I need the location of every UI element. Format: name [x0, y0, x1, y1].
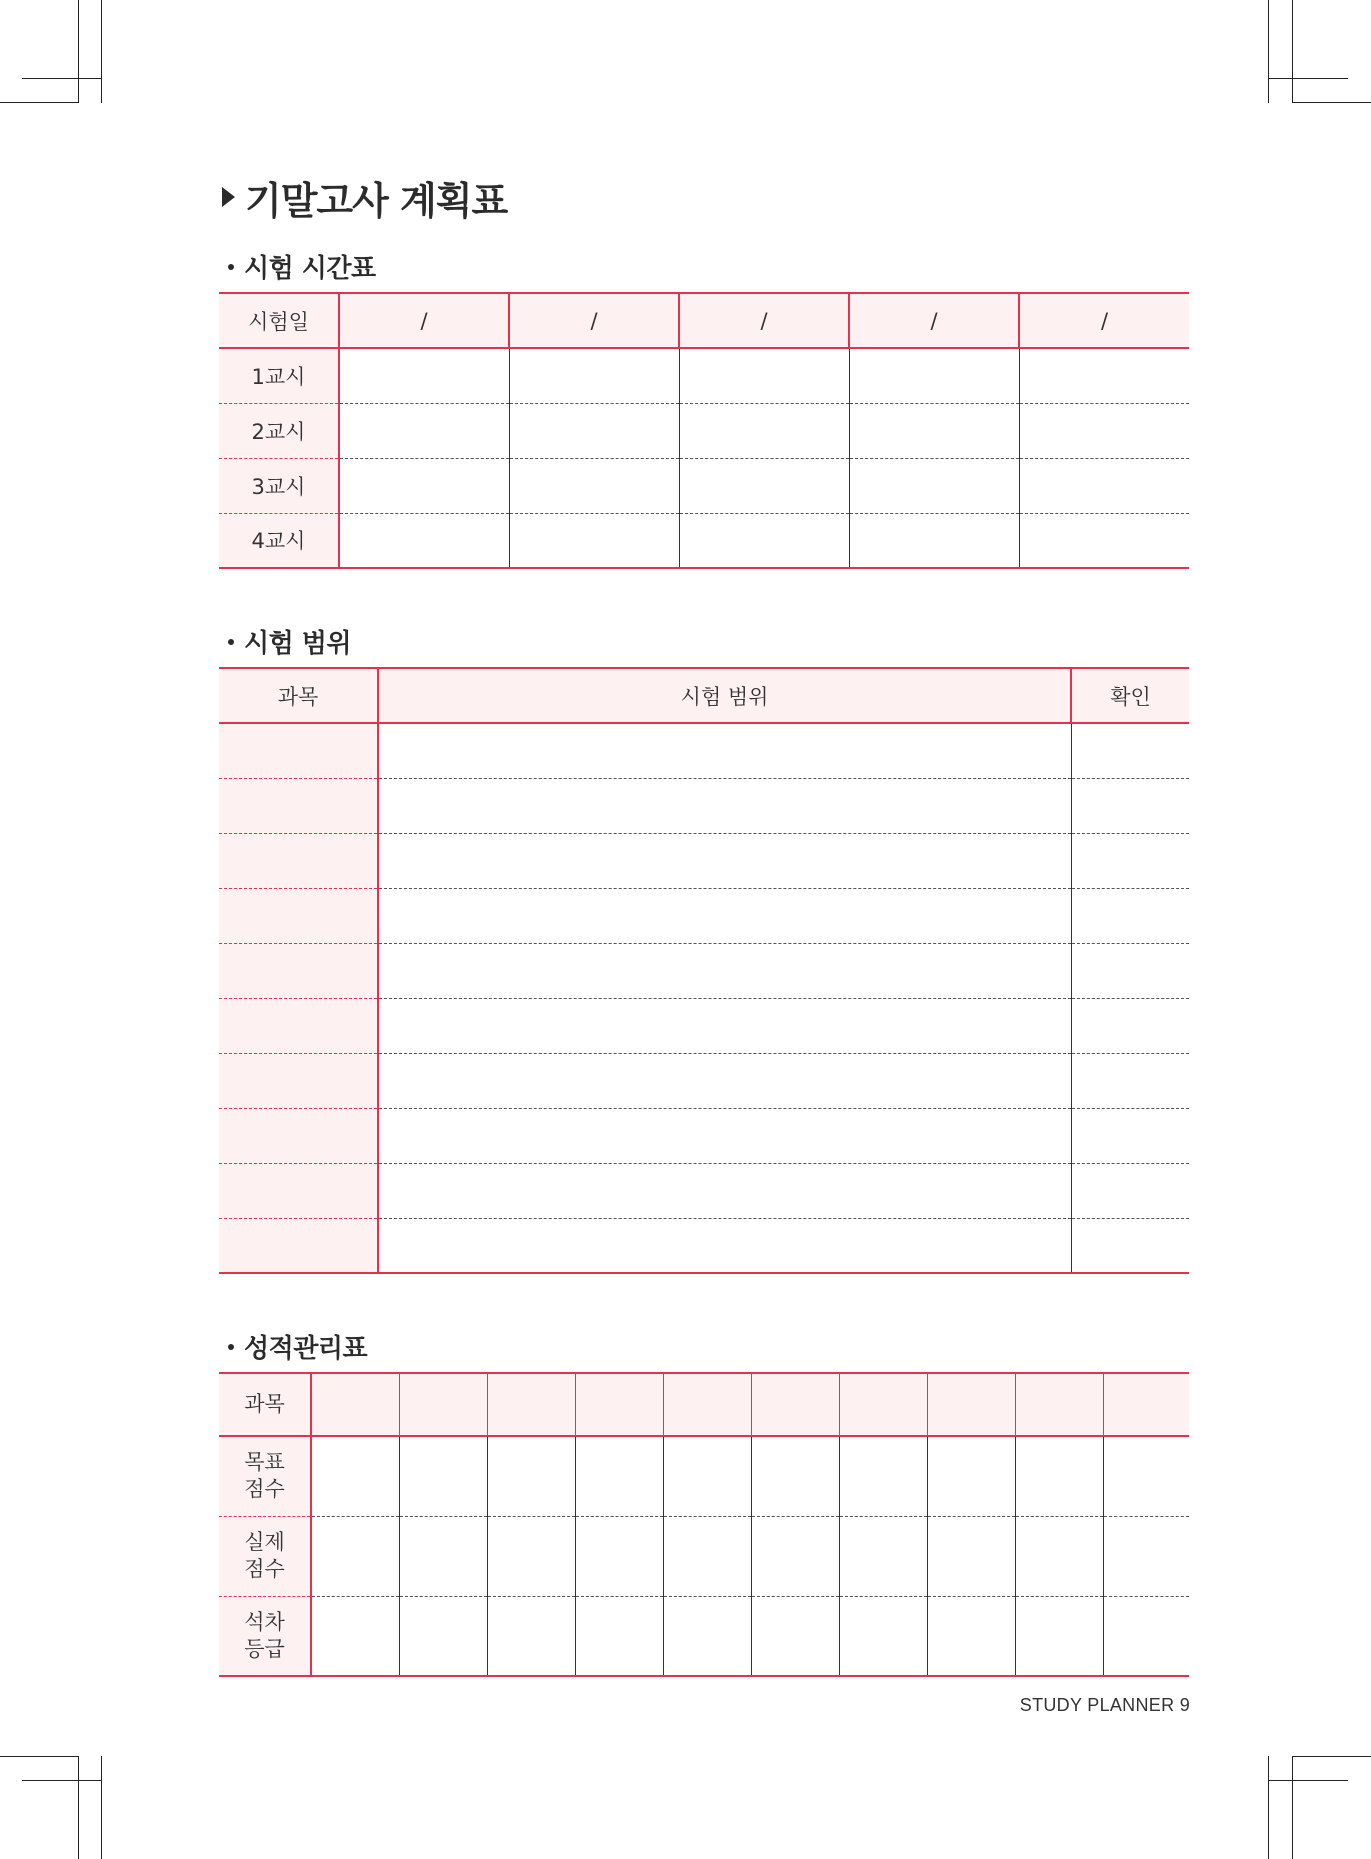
row-label-text: 등급 [244, 1636, 285, 1661]
section-title-exam-scope [228, 623, 351, 660]
scope-cell[interactable] [378, 1108, 1071, 1163]
row-label-text: 실제 [244, 1530, 285, 1554]
row-label-actual-score [219, 1516, 311, 1596]
exam-schedule-table [219, 292, 1189, 569]
table-row [219, 998, 1189, 1053]
subject-cell[interactable] [219, 778, 378, 833]
schedule-cell[interactable] [849, 403, 1019, 458]
score-cell[interactable] [927, 1436, 1015, 1516]
score-cell[interactable] [311, 1596, 399, 1676]
period-label: 2교시 [219, 403, 339, 458]
score-cell[interactable] [399, 1596, 487, 1676]
check-cell[interactable] [1071, 943, 1189, 998]
subject-column-header: 과목 [219, 668, 378, 723]
table-row [219, 1108, 1189, 1163]
schedule-cell[interactable] [339, 403, 509, 458]
row-label-text: 점수 [244, 1557, 285, 1581]
check-cell[interactable] [1071, 1053, 1189, 1108]
table-row [219, 403, 1189, 458]
row-label-subject [219, 1373, 311, 1436]
score-cell[interactable] [575, 1516, 663, 1596]
scope-cell[interactable] [378, 888, 1071, 943]
crop-mark [0, 1756, 79, 1757]
crop-mark [0, 102, 79, 103]
subject-cell[interactable] [487, 1373, 575, 1436]
score-cell[interactable] [663, 1596, 751, 1676]
row-label-target-score [219, 1436, 311, 1516]
bullet-dot-icon [228, 1344, 234, 1350]
table-row [219, 458, 1189, 513]
table-row [219, 1053, 1189, 1108]
schedule-cell[interactable] [679, 403, 849, 458]
score-cell[interactable] [399, 1436, 487, 1516]
subject-cell[interactable] [219, 1053, 378, 1108]
check-cell[interactable] [1071, 723, 1189, 778]
table-row [219, 778, 1189, 833]
score-cell[interactable] [1103, 1516, 1189, 1596]
table-row [219, 1596, 1189, 1676]
schedule-cell[interactable] [679, 348, 849, 403]
scope-cell[interactable] [378, 723, 1071, 778]
crop-mark [1268, 1756, 1269, 1859]
score-cell[interactable] [575, 1596, 663, 1676]
subject-cell[interactable] [927, 1373, 1015, 1436]
exam-date-cell[interactable]: / [679, 293, 849, 348]
subject-cell[interactable] [219, 1108, 378, 1163]
crop-mark [22, 1780, 102, 1781]
exam-date-cell[interactable]: / [339, 293, 509, 348]
crop-mark [1268, 78, 1348, 79]
subject-cell[interactable] [663, 1373, 751, 1436]
period-label: 4교시 [219, 513, 339, 568]
section-heading: 성적관리표 [244, 1334, 368, 1364]
scope-column-header: 시험 범위 [378, 668, 1071, 723]
schedule-cell[interactable] [1019, 403, 1189, 458]
schedule-cell[interactable] [849, 513, 1019, 568]
table-row [219, 723, 1189, 778]
schedule-cell[interactable] [849, 348, 1019, 403]
row-label-rank-grade [219, 1596, 311, 1676]
schedule-cell[interactable] [1019, 348, 1189, 403]
check-cell[interactable] [1071, 1108, 1189, 1163]
schedule-cell[interactable] [509, 458, 679, 513]
exam-date-cell[interactable]: / [1019, 293, 1189, 348]
subject-cell[interactable] [399, 1373, 487, 1436]
subject-cell[interactable] [219, 833, 378, 888]
check-column-header: 확인 [1071, 668, 1189, 723]
crop-mark [1292, 1756, 1371, 1757]
table-row [219, 1218, 1189, 1273]
schedule-cell[interactable] [1019, 458, 1189, 513]
crop-mark [1292, 102, 1371, 103]
subject-cell[interactable] [219, 1163, 378, 1218]
score-cell[interactable] [663, 1516, 751, 1596]
table-row [219, 833, 1189, 888]
crop-mark [22, 78, 102, 79]
subject-cell[interactable] [751, 1373, 839, 1436]
section-heading: 시험 시간표 [244, 254, 376, 284]
subject-cell[interactable] [1015, 1373, 1103, 1436]
crop-mark [1292, 1756, 1293, 1859]
check-cell[interactable] [1071, 1218, 1189, 1273]
crop-mark [78, 1756, 79, 1859]
score-cell[interactable] [1015, 1436, 1103, 1516]
schedule-cell[interactable] [1019, 513, 1189, 568]
score-cell[interactable] [927, 1516, 1015, 1596]
score-cell[interactable] [839, 1516, 927, 1596]
row-label-text: 과목 [244, 1392, 285, 1416]
bullet-dot-icon [228, 264, 234, 270]
scope-cell[interactable] [378, 998, 1071, 1053]
check-cell[interactable] [1071, 778, 1189, 833]
scope-cell[interactable] [378, 833, 1071, 888]
check-cell[interactable] [1071, 833, 1189, 888]
score-cell[interactable] [399, 1516, 487, 1596]
score-cell[interactable] [663, 1436, 751, 1516]
schedule-cell[interactable] [849, 458, 1019, 513]
score-cell[interactable] [1015, 1516, 1103, 1596]
period-label: 3교시 [219, 458, 339, 513]
subject-cell[interactable] [219, 723, 378, 778]
page-title-text: 기말고사 계획표 [245, 178, 508, 223]
page-title [222, 172, 507, 222]
score-cell[interactable] [575, 1436, 663, 1516]
score-cell[interactable] [487, 1516, 575, 1596]
scope-cell[interactable] [378, 1163, 1071, 1218]
score-cell[interactable] [927, 1596, 1015, 1676]
score-cell[interactable] [311, 1436, 399, 1516]
exam-date-label: 시험일 [219, 293, 339, 348]
schedule-cell[interactable] [679, 513, 849, 568]
schedule-cell[interactable] [339, 348, 509, 403]
subject-cell[interactable] [1103, 1373, 1189, 1436]
period-label: 1교시 [219, 348, 339, 403]
table-row [219, 943, 1189, 998]
score-cell[interactable] [311, 1516, 399, 1596]
score-cell[interactable] [487, 1596, 575, 1676]
table-row [219, 1516, 1189, 1596]
score-cell[interactable] [487, 1436, 575, 1516]
score-cell[interactable] [839, 1436, 927, 1516]
subject-cell[interactable] [219, 888, 378, 943]
schedule-cell[interactable] [509, 403, 679, 458]
section-title-exam-schedule [228, 248, 376, 285]
table-row [219, 1163, 1189, 1218]
schedule-cell[interactable] [679, 458, 849, 513]
table-row [219, 513, 1189, 568]
exam-date-cell[interactable]: / [509, 293, 679, 348]
schedule-cell[interactable] [339, 458, 509, 513]
check-cell[interactable] [1071, 1163, 1189, 1218]
triangle-bullet-icon [222, 187, 235, 207]
score-cell[interactable] [1103, 1436, 1189, 1516]
scope-cell[interactable] [378, 778, 1071, 833]
table-row [219, 888, 1189, 943]
subject-cell[interactable] [839, 1373, 927, 1436]
row-label-text: 석차 [244, 1609, 285, 1634]
crop-mark [1268, 1780, 1348, 1781]
schedule-cell[interactable] [509, 513, 679, 568]
subject-cell[interactable] [219, 1218, 378, 1273]
table-row [219, 293, 1189, 348]
table-row [219, 348, 1189, 403]
grade-management-table [219, 1372, 1189, 1677]
bullet-dot-icon [228, 639, 234, 645]
scope-cell[interactable] [378, 943, 1071, 998]
crop-mark [1292, 0, 1293, 103]
crop-mark [78, 0, 79, 103]
exam-date-cell[interactable]: / [849, 293, 1019, 348]
subject-cell[interactable] [219, 998, 378, 1053]
subject-cell[interactable] [219, 943, 378, 998]
score-cell[interactable] [751, 1436, 839, 1516]
score-cell[interactable] [839, 1596, 927, 1676]
subject-cell[interactable] [575, 1373, 663, 1436]
check-cell[interactable] [1071, 888, 1189, 943]
table-row [219, 668, 1189, 723]
schedule-cell[interactable] [339, 513, 509, 568]
score-cell[interactable] [751, 1516, 839, 1596]
section-title-grade-table [228, 1328, 367, 1365]
crop-mark [101, 0, 102, 103]
row-label-text: 목표 [244, 1450, 285, 1475]
page-footer: STUDY PLANNER 9 [1019, 1695, 1190, 1715]
score-cell[interactable] [751, 1596, 839, 1676]
exam-scope-table [219, 667, 1189, 1274]
row-label-text: 점수 [244, 1477, 285, 1502]
schedule-cell[interactable] [509, 348, 679, 403]
section-heading: 시험 범위 [244, 629, 352, 659]
crop-mark [1268, 0, 1269, 103]
subject-cell[interactable] [311, 1373, 399, 1436]
score-cell[interactable] [1015, 1596, 1103, 1676]
scope-cell[interactable] [378, 1053, 1071, 1108]
score-cell[interactable] [1103, 1596, 1189, 1676]
table-row [219, 1373, 1189, 1436]
check-cell[interactable] [1071, 998, 1189, 1053]
table-row [219, 1436, 1189, 1516]
crop-mark [101, 1756, 102, 1859]
scope-cell[interactable] [378, 1218, 1071, 1273]
